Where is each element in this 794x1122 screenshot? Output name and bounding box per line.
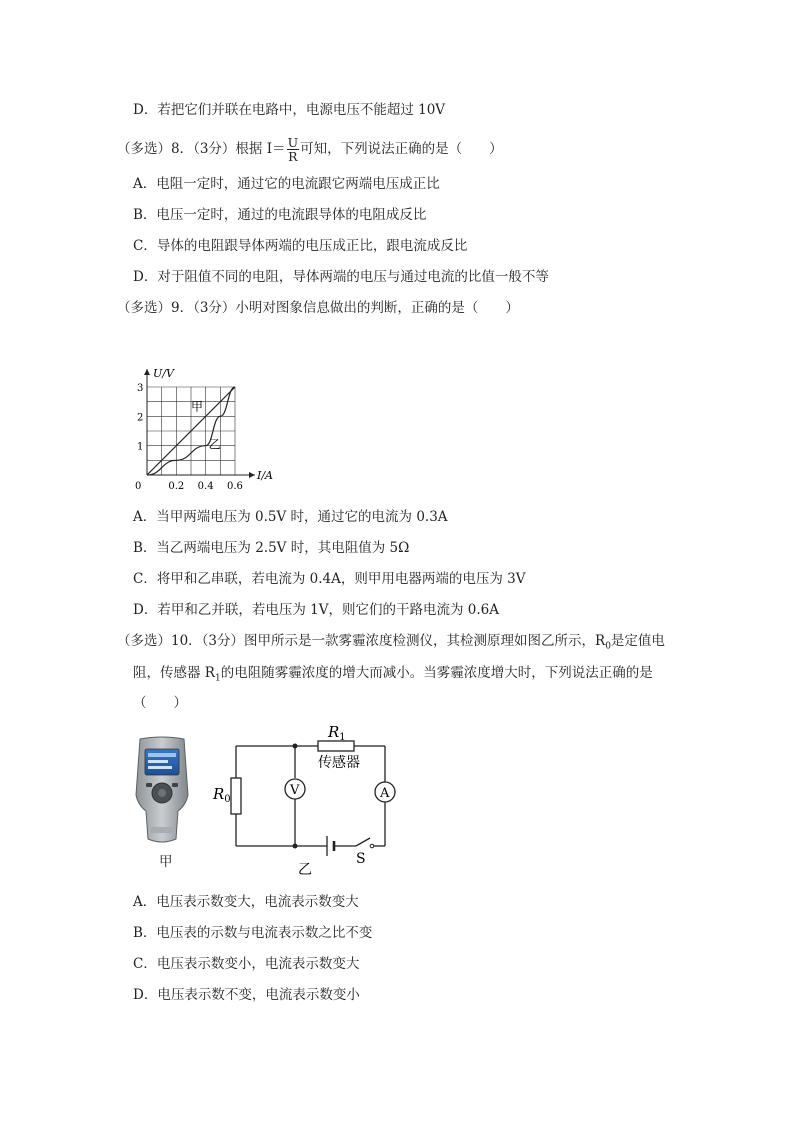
r0-label: $R_0$ (213, 785, 231, 805)
x-tick-label: 0.6 (227, 481, 243, 492)
q10-option-c: C．电压表示数变小，电流表示数变大 (133, 956, 360, 972)
q9-option-c: C．将甲和乙串联，若电流为 0.4A，则甲用电器两端的电压为 3V (133, 571, 526, 587)
q8-fraction (287, 136, 300, 163)
q8-option-d: D．对于阻值不同的电阻，导体两端的电压与通过电流的比值一般不等 (133, 269, 549, 285)
junction-top (293, 744, 298, 749)
y-tick-label: 1 (137, 441, 144, 453)
q10-stem-line1 (117, 632, 665, 656)
q10-stem-line1-a: （多选）10．（3分）图甲所示是一款雾霾浓度检测仪，其检测原理如图乙所示，R (117, 633, 606, 649)
figure-yi-label: 乙 (298, 862, 312, 878)
q10-stem-line2 (133, 664, 653, 688)
q10-stem-line1-b: 是定值电 (610, 633, 665, 649)
r1-resistor (318, 741, 354, 751)
q10-stem-line2-b: 的电阻随雾霾浓度的增大而减小。当雾霾浓度增大时，下列说法正确的是 (220, 665, 653, 681)
q10-stem-line2-sub: 1 (214, 673, 221, 684)
q8-option-b: B．电压一定时，通过的电流跟导体的电阻成反比 (133, 207, 427, 223)
y-tick-label: 3 (137, 383, 144, 394)
q8-stem-prefix: （多选）8．（3分）根据 I＝ (117, 141, 286, 157)
q8-fraction-denominator: R (288, 149, 298, 164)
q8-fraction-numerator: U (287, 135, 299, 150)
q10-option-b: B．电压表的示数与电流表示数之比不变 (133, 925, 373, 941)
q10-option-d: D．电压表示数不变，电流表示数变小 (133, 987, 360, 1003)
q10-option-a: A．电压表示数变大，电流表示数变大 (133, 894, 359, 910)
x-tick-label: 0.2 (168, 481, 185, 492)
q9-option-b: B．当乙两端电压为 2.5V 时，其电阻值为 5Ω (133, 540, 410, 556)
switch-contact (370, 844, 374, 848)
r0-resistor (231, 778, 241, 814)
q8-option-a: A．电阻一定时，通过它的电流跟它两端电压成正比 (133, 176, 440, 192)
q8-stem (117, 136, 503, 163)
q10-stem-line3: （ ） (133, 695, 187, 711)
y-tick-label: 2 (137, 412, 144, 424)
junction-bottom (293, 844, 298, 849)
series-label-yi: 乙 (208, 437, 221, 452)
q9-stem: （多选）9．（3分）小明对图象信息做出的判断，正确的是（ ） (117, 300, 519, 316)
haze-detector-image (132, 735, 192, 847)
switch-label: S (356, 851, 366, 867)
q10-stem-line1-sub: 0 (605, 641, 611, 652)
x-axis-label: I/A (257, 469, 273, 482)
figure-jia-label: 甲 (159, 854, 173, 870)
q9-ui-graph (125, 360, 285, 495)
y-axis-label: U/V (153, 367, 174, 380)
r1-label: $R_1$ (328, 723, 346, 743)
origin-label: 0 (135, 481, 142, 492)
x-axis-arrow (249, 472, 255, 478)
q8-stem-suffix: 可知，下列说法正确的是（ ） (300, 141, 503, 157)
q8-option-c: C．导体的电阻跟导体两端的电压成正比，跟电流成反比 (133, 238, 468, 254)
q9-option-a: A．当甲两端电压为 0.5V 时，通过它的电流为 0.3A (133, 509, 448, 525)
switch (356, 838, 370, 846)
voltmeter-label: V (290, 783, 300, 798)
series-label-jia: 甲 (191, 399, 204, 414)
q10-stem-line2-a: 阻，传感器 R (133, 665, 215, 681)
q7-option-d: D．若把它们并联在电路中，电源电压不能超过 10V (133, 102, 446, 118)
sensor-label: 传感器 (318, 755, 360, 771)
circuit-diagram (208, 722, 408, 882)
ammeter-label: A (380, 786, 390, 801)
x-tick-label: 0.4 (197, 481, 214, 492)
q9-option-d: D．若甲和乙并联，若电压为 1V，则它们的干路电流为 0.6A (133, 602, 499, 618)
y-axis-arrow (144, 369, 150, 375)
